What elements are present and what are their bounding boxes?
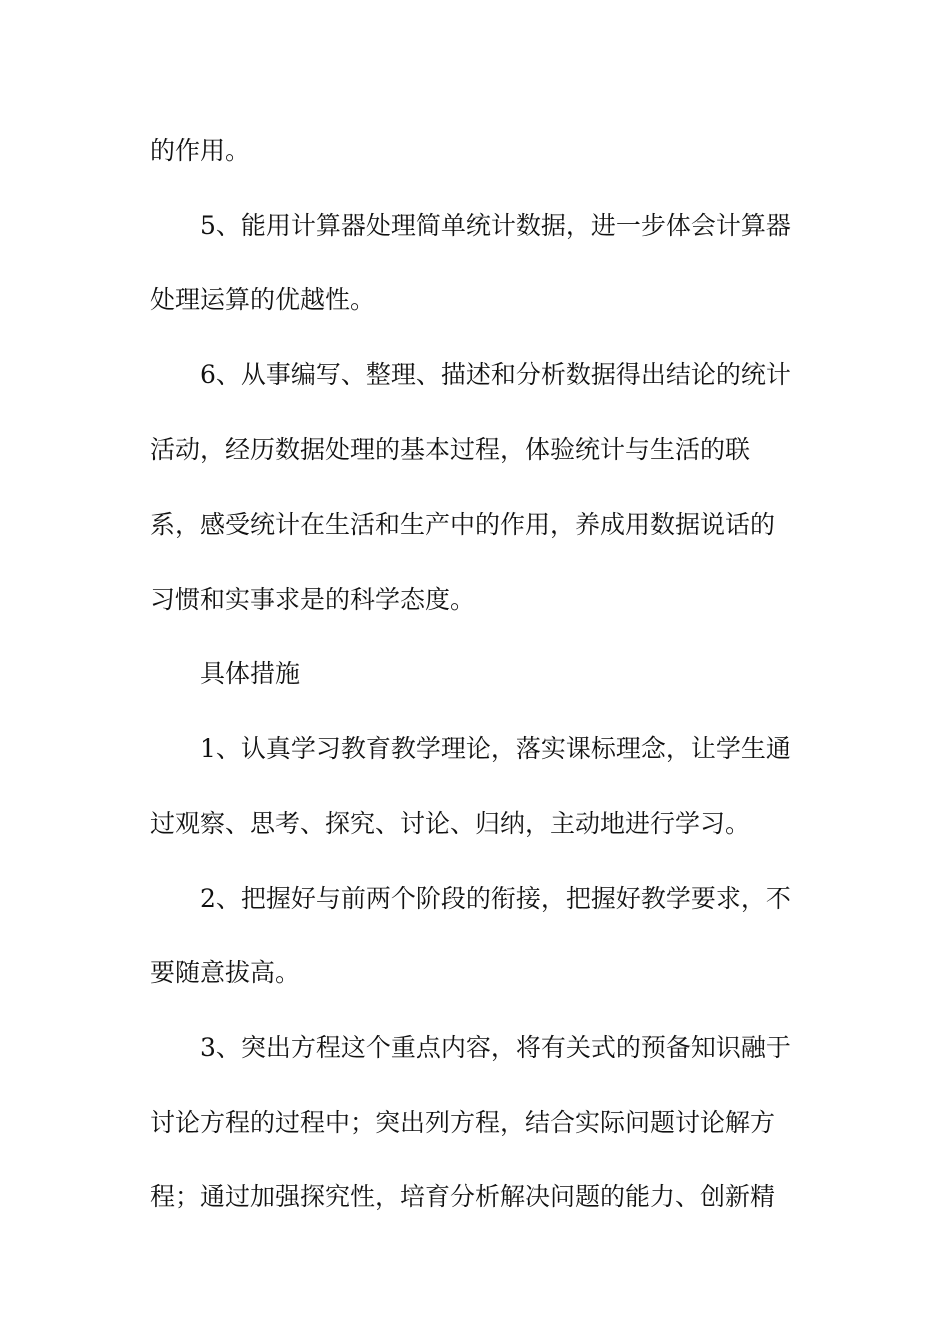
text-line: 要随意拔高。	[150, 958, 301, 987]
text-line: 1、认真学习教育教学理论，落实课标理念，让学生通	[200, 734, 791, 763]
text-line: 6、从事编写、整理、描述和分析数据得出结论的统计	[200, 360, 791, 389]
text-line: 讨论方程的过程中；突出列方程，结合实际问题讨论解方	[150, 1108, 776, 1137]
text-line: 2、把握好与前两个阶段的衔接，把握好教学要求，不	[200, 884, 791, 913]
text-line: 活动，经历数据处理的基本过程，体验统计与生活的联	[150, 435, 751, 464]
text-line: 程；通过加强探究性，培育分析解决问题的能力、创新精	[150, 1182, 776, 1211]
text-line: 5、能用计算器处理简单统计数据，进一步体会计算器	[200, 211, 791, 240]
text-line: 过观察、思考、探究、讨论、归纳，主动地进行学习。	[150, 809, 751, 838]
text-line: 的作用。	[150, 136, 251, 165]
text-line: 系，感受统计在生活和生产中的作用，养成用数据说话的	[150, 510, 776, 539]
text-line: 习惯和实事求是的科学态度。	[150, 585, 476, 614]
section-heading: 具体措施	[200, 659, 301, 688]
text-line: 处理运算的优越性。	[150, 285, 376, 314]
text-line: 3、突出方程这个重点内容，将有关式的预备知识融于	[200, 1033, 791, 1062]
